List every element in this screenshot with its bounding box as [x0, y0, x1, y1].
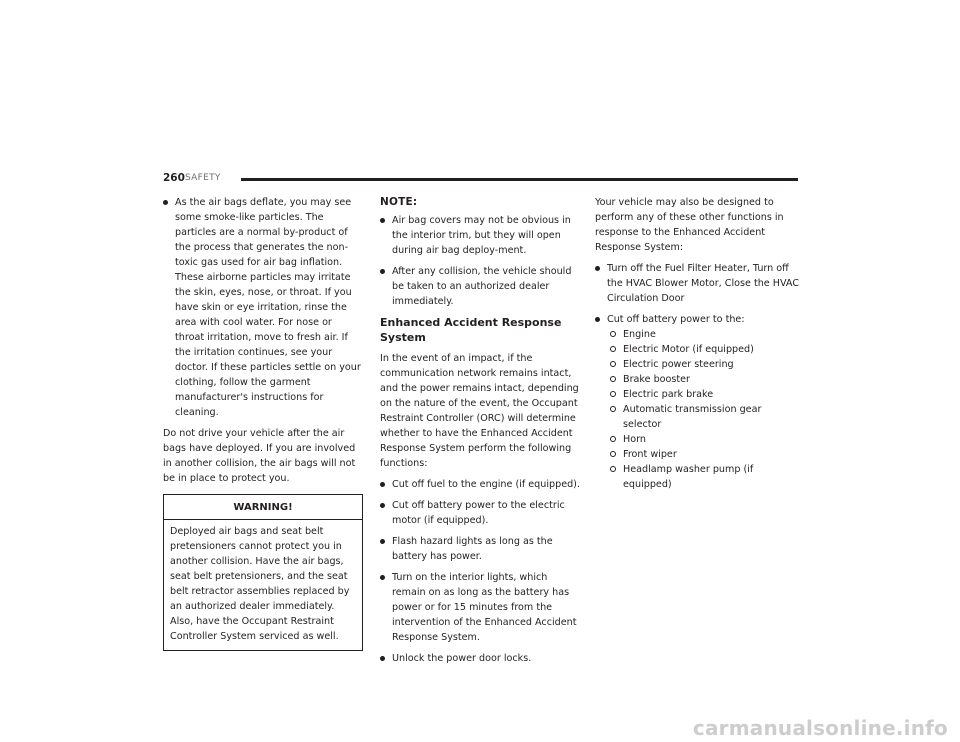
circle-bullet-icon	[610, 451, 616, 457]
bullet-icon	[595, 317, 600, 322]
list-item-text: Air bag covers may not be obvious in the interior trim, but they will open during air bag deploy-ment.	[392, 215, 571, 256]
sub-list-item-text: Automatic transmission gear selector	[623, 404, 762, 430]
bullet-icon	[163, 200, 168, 205]
paragraph: Do not drive your vehicle after the air bags have deployed. If you are involved in another collision, the air bags will not be in place to protect you.	[163, 428, 356, 484]
bullet-icon	[380, 656, 385, 661]
sub-list-item	[595, 342, 801, 357]
sub-list-item-text: Electric park brake	[623, 389, 714, 400]
list-item	[380, 264, 580, 309]
circle-bullet-icon	[610, 436, 616, 442]
bullet-icon	[380, 539, 385, 544]
sub-list-item	[595, 432, 801, 447]
bullet-icon	[380, 269, 385, 274]
circle-bullet-icon	[610, 361, 616, 367]
sub-list-item	[595, 402, 801, 432]
column-3	[595, 195, 801, 492]
bullet-icon	[380, 575, 385, 580]
bullet-icon	[380, 503, 385, 508]
warning-text: Deployed air bags and seat belt pretensioners cannot protect you in another collision. Have the air bags, seat belt pretensioners, and the seat belt retractor assemblies replaced by an authorized dealer immediately. Also, have the Occupant Restraint Controller System serviced as well.	[170, 526, 350, 642]
list-item-text: Turn on the interior lights, which remain on as long as the battery has power or for 15 minutes from the intervention of the Enhanced Accident Response System.	[392, 572, 577, 643]
list-item-text: Cut off battery power to the:	[607, 314, 745, 325]
section-heading: Enhanced Accident Response System	[380, 316, 562, 344]
sub-list-item-text: Front wiper	[623, 449, 677, 460]
note-label: NOTE:	[380, 196, 418, 208]
sub-list-item	[595, 447, 801, 462]
column-1	[163, 195, 363, 651]
list-item-text: Cut off battery power to the electric motor (if equipped).	[392, 500, 565, 526]
list-item-text: As the air bags deflate, you may see some smoke-like particles. The particles are a normal by-product of the process that generates the non-toxic gas used for air bag inflation. These airborne particles may irritate the skin, eyes, nose, or throat. If you have skin or eye irritation, rinse the area with cool water. For nose or throat irritation, move to fresh air. If the irritation continues, see your doctor. If these particles settle on your clothing, follow the garment manufacturer's instructions for cleaning.	[175, 197, 361, 418]
list-item	[595, 261, 801, 306]
bullet-icon	[380, 218, 385, 223]
sub-list-item	[595, 372, 801, 387]
paragraph: In the event of an impact, if the communication network remains intact, and the power remains intact, depending on the nature of the event, the Occupant Restraint Controller (ORC) will determine whether to have the Enhanced Accident Response System perform the following functions:	[380, 353, 579, 469]
list-item	[595, 312, 801, 327]
list-item	[380, 477, 580, 492]
sub-list-item	[595, 387, 801, 402]
page-header	[163, 171, 798, 187]
warning-box	[163, 494, 363, 651]
sub-list-item	[595, 462, 801, 492]
sub-list-item	[595, 357, 801, 372]
list-item-text: After any collision, the vehicle should be taken to an authorized dealer immediately.	[392, 266, 572, 307]
circle-bullet-icon	[610, 331, 616, 337]
list-item	[380, 498, 580, 528]
sub-list-item-text: Engine	[623, 329, 656, 340]
sub-list-item-text: Headlamp washer pump (if equipped)	[623, 464, 754, 490]
section-title: SAFETY	[185, 173, 221, 183]
sub-list-item-text: Electric power steering	[623, 359, 734, 370]
list-item-text: Flash hazard lights as long as the battery has power.	[392, 536, 553, 562]
sub-list-item	[595, 327, 801, 342]
warning-title: WARNING!	[164, 495, 362, 520]
list-item	[380, 534, 580, 564]
list-item	[380, 213, 580, 258]
list-item-text: Turn off the Fuel Filter Heater, Turn off the HVAC Blower Motor, Close the HVAC Circulation Door	[607, 263, 800, 304]
watermark: carmanualsonline.info	[692, 716, 948, 740]
circle-bullet-icon	[610, 406, 616, 412]
list-item	[380, 570, 580, 645]
circle-bullet-icon	[610, 376, 616, 382]
column-2	[380, 195, 580, 672]
page-number: 260	[163, 172, 185, 184]
sub-list-item-text: Horn	[623, 434, 646, 445]
circle-bullet-icon	[610, 346, 616, 352]
header-rule	[241, 178, 798, 181]
list-item	[380, 651, 580, 666]
bullet-icon	[595, 266, 600, 271]
bullet-icon	[380, 482, 385, 487]
list-item-text: Cut off fuel to the engine (if equipped).	[392, 479, 580, 490]
circle-bullet-icon	[610, 466, 616, 472]
circle-bullet-icon	[610, 391, 616, 397]
sub-list-item-text: Electric Motor (if equipped)	[623, 344, 754, 355]
list-item-text: Unlock the power door locks.	[392, 653, 532, 664]
sub-list-item-text: Brake booster	[623, 374, 691, 385]
paragraph: Your vehicle may also be designed to perform any of these other functions in response to the Enhanced Accident Response System:	[595, 197, 784, 253]
list-item	[163, 195, 363, 420]
